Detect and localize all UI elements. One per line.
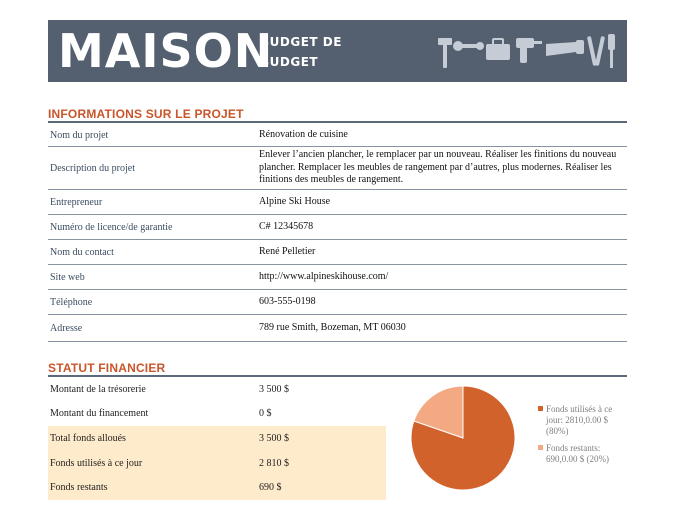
wrench-icon: [453, 41, 484, 51]
table-row: [48, 240, 627, 265]
legend-swatch-used: [538, 406, 543, 411]
legend-swatch-remaining: [538, 445, 543, 450]
row-value: 789 rue Smith, Bozeman, MT 06030: [259, 321, 406, 333]
table-row: [48, 290, 627, 315]
legend-item: [538, 404, 628, 437]
header-banner: [48, 20, 627, 82]
row-value: 690 $: [259, 482, 282, 494]
pie-slices: [411, 386, 515, 490]
row-label: Entrepreneur: [50, 196, 103, 208]
row-value: Enlever l’ancien plancher, le remplacer par un nouveau. Réaliser les finitions du nouveau plancher. Remplacer les meubles de rangement par d’autres, plus modernes. Réaliser les finitions des meubles de rangement.: [259, 149, 617, 186]
row-value: Alpine Ski House: [259, 195, 331, 207]
row-label: Fonds restants: [50, 482, 108, 494]
website-link[interactable]: http://www.alpineskihouse.com/: [259, 270, 389, 282]
row-label: Fonds utilisés à ce jour: [50, 457, 143, 469]
table-row: [48, 215, 627, 240]
table-row: [48, 147, 627, 190]
hammer-icon: [438, 38, 452, 68]
page-title: MAISON: [58, 24, 274, 78]
table-row: [48, 402, 386, 427]
table-row: [48, 377, 386, 402]
table-row: [48, 124, 627, 147]
drill-icon: [516, 38, 542, 63]
subtitle-line-1: BUDGET DE: [260, 35, 342, 49]
saw-icon: [546, 40, 584, 56]
table-row-highlight: [48, 451, 386, 476]
project-section-rule: [48, 121, 627, 123]
row-label: Nom du projet: [50, 129, 109, 141]
row-label: Nom du contact: [50, 246, 114, 258]
screwdriver-icon: [608, 34, 615, 68]
row-value: Rénovation de cuisine: [259, 128, 348, 140]
table-row-highlight: [48, 475, 386, 500]
row-value: René Pelletier: [259, 245, 316, 257]
row-label: Total fonds alloués: [50, 432, 126, 444]
financial-table: [48, 377, 386, 500]
row-label: Adresse: [50, 322, 83, 334]
row-label: Numéro de licence/de garantie: [50, 221, 173, 233]
row-value: 3 500 $: [259, 383, 289, 395]
pliers-icon: [587, 36, 605, 66]
project-info-table: [48, 124, 627, 342]
row-value: C# 12345678: [259, 220, 314, 232]
table-row: [48, 265, 627, 290]
chart-legend: [538, 404, 628, 471]
table-row-highlight: [48, 426, 386, 451]
row-value: 0 $: [259, 408, 272, 420]
row-value: 2 810 $: [259, 457, 289, 469]
row-label: Description du projet: [50, 162, 135, 174]
row-value: 3 500 $: [259, 432, 289, 444]
subtitle-line-2: BUDGET: [260, 55, 319, 69]
legend-label: Fonds restants: 690,0.00 $ (20%): [546, 443, 609, 464]
project-section-title: INFORMATIONS SUR LE PROJET: [48, 107, 244, 121]
legend-label: Fonds utilisés à ce jour: 2810,0.00 $ (80%): [546, 404, 613, 436]
table-row: [48, 315, 627, 342]
table-row: [48, 190, 627, 215]
financial-section-title: STATUT FINANCIER: [48, 361, 166, 375]
row-value: 603-555-0198: [259, 295, 316, 307]
page-subtitle: [260, 32, 360, 72]
row-label: Site web: [50, 271, 85, 283]
legend-item: [538, 443, 628, 465]
row-label: Montant de la trésorerie: [50, 383, 146, 395]
row-label: Montant du financement: [50, 408, 149, 420]
tools-illustration: [436, 30, 622, 72]
toolbox-icon: [486, 39, 510, 60]
row-label: Téléphone: [50, 296, 93, 308]
